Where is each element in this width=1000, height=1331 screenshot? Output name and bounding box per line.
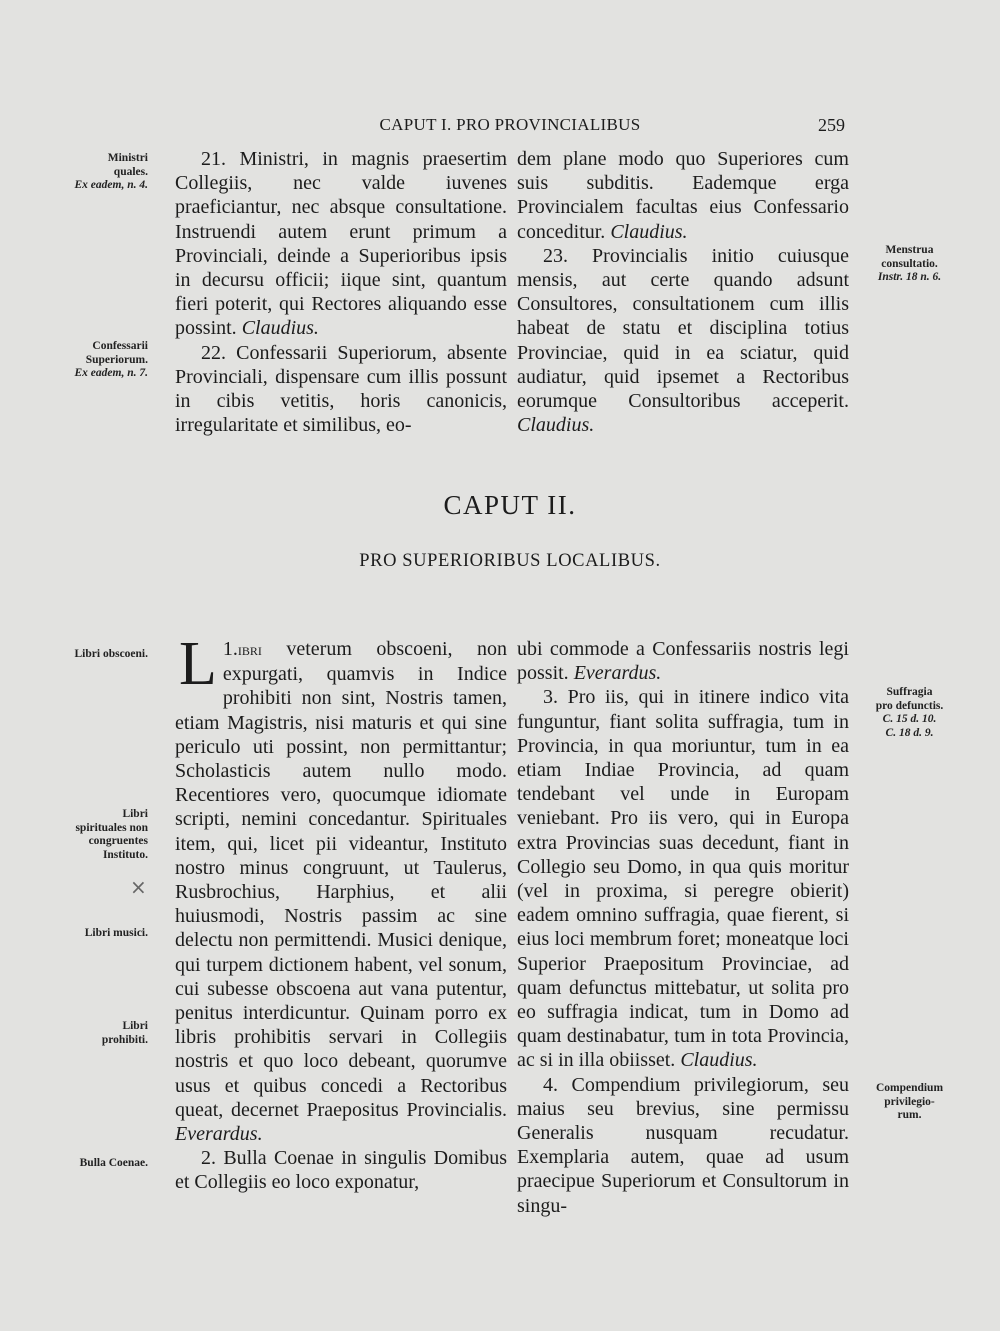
paragraph-23: [517, 244, 849, 438]
margin-note-line: Menstrua: [885, 244, 934, 256]
signature: Everardus.: [573, 662, 662, 685]
margin-note-menstrua: [862, 244, 957, 285]
paragraph-22-cont: [517, 147, 849, 244]
chapter-title: CAPUT II.: [443, 490, 577, 520]
chapter-subtitle: PRO SUPERIORIBUS LOCALIBUS.: [359, 551, 661, 571]
margin-note-line: Superiorum.: [85, 353, 148, 366]
margin-note-line: privilegio-: [884, 1095, 935, 1108]
margin-note-line: Instituto.: [102, 848, 148, 861]
margin-note-line: Libri: [122, 808, 148, 820]
signature: Claudius.: [241, 317, 319, 340]
margin-note-line: Suffragia: [886, 686, 933, 698]
margin-note-line: Bulla Coenae.: [79, 1157, 148, 1169]
margin-note-line: spirituales non: [75, 821, 148, 834]
margin-note-line: congruentes: [88, 835, 148, 847]
paragraph-2: 2. Bulla Coenae in singulis Domibus et Collegiis eo loco exponatur,: [175, 1147, 507, 1194]
margin-note-line: Libri musici.: [84, 927, 148, 939]
margin-note-prohibiti: [48, 1020, 148, 1047]
margin-note-bulla: [48, 1157, 148, 1171]
margin-note-suffragia: [862, 686, 957, 740]
pencil-cross-mark: ×: [130, 875, 147, 899]
margin-note-reference: Ex eadem, n. 7.: [74, 367, 148, 379]
paragraph-22: 22. Confessarii Superiorum, absente Provinciali, dispensare cum illis possunt in cibis vetitis, horis canonicis, irregularitate et similibus, eo-: [175, 341, 507, 437]
signature: Claudius.: [517, 414, 595, 437]
margin-note-line: prohibiti.: [101, 1033, 148, 1046]
margin-note-confessarii: [48, 340, 148, 381]
paragraph-21: [175, 147, 507, 341]
margin-note-compendium: [862, 1082, 957, 1123]
margin-note-spirituales: [48, 808, 148, 862]
running-title: CAPUT I. PRO PROVINCIALIBUS: [379, 115, 641, 134]
column-left-top: [175, 147, 507, 437]
paragraph-text: ubi commode a Confessariis nostris legi possit.: [517, 638, 849, 685]
paragraph-text: 21. Ministri, in magnis praesertim Collegiis, nec valde iuvenes praeficiantur, nec absque consultatione. Instruendi autem erunt primum a Provinciali, deinde a Superioribus ipsis in decursu officii; iique sint, quantum fieri poterit, qui Rectores aliquando esse possint.: [175, 148, 507, 340]
column-right-bottom: [517, 637, 849, 1218]
page-number: 259: [818, 115, 845, 135]
margin-note-line: Ministri: [107, 152, 148, 164]
signature: Everardus.: [175, 1123, 263, 1146]
paragraph-text: 3. Pro iis, qui in itinere indico vita funguntur, fiant solita suffragia, tum in Provincia, in qua moriuntur, tum in ea etiam Indiae Provincia, ad quam tendebant vel unde in Europam veniebant. Pro iis vero, qui in Europa extra Provincias suas decedunt, fiant in Collegio seu Domo, in qua quis moritur (vel in proxima, si peregre obierit) eadem omnino suffragia, quae fierent, si eius loci membrum foret; moneatque loci Superior Praepositum Provinciae, ad quam defunctus mittebatur, ut solita pro eo suffragia indicat, tum in Domo ad quam destinabatur, tum in tota Provincia, ac si in illa obiisset.: [517, 686, 849, 1072]
signature: Claudius.: [680, 1049, 758, 1072]
margin-note-line: Libri: [122, 1020, 148, 1032]
margin-note-reference: Ex eadem, n. 4.: [74, 179, 148, 191]
small-caps-word: ibri: [237, 640, 262, 659]
paragraph-number: 1.: [222, 638, 238, 660]
margin-note-ministri: [48, 152, 148, 193]
margin-note-reference: C. 18 d. 9.: [885, 726, 934, 739]
margin-note-reference: Instr. 18 n. 6.: [877, 271, 942, 283]
paragraph-4: 4. Compendium privilegiorum, seu maius seu brevius, sine permissu Generalis nusquam recudatur. Exemplaria autem, quae ad usum praecipue Superiorum et Consultorum in singu-: [517, 1073, 849, 1217]
margin-note-line: Compendium: [875, 1082, 944, 1094]
running-header: [175, 115, 845, 141]
paragraph-3: [517, 685, 849, 1072]
column-left-bottom: [175, 630, 507, 1195]
margin-note-musici: [48, 927, 148, 941]
drop-cap: L: [179, 630, 217, 698]
signature: Claudius.: [610, 220, 688, 243]
paragraph-1: [175, 630, 507, 1146]
margin-note-line: Confessarii: [92, 340, 148, 352]
paragraph-text: dem plane modo quo Superiores cum suis subditis. Eademque erga Provincialem facultas eius Confessario conceditur.: [517, 148, 849, 243]
paragraph-text: veterum obscoeni, non expurgati, quamvis in Indice prohibiti non sint, Nostris tamen, etiam Magistris, nisi maturis et qui sine periculo uti possint, non permittantur; Scholasticis autem nullo modo. Recentiores vero, quocumque idiomate scripti, nemini concedantur. Spirituales item, qui, licet pii videantur, Instituto nostro minus congruunt, ut Taulerus, Rusbrochius, Harphius, et alii huiusmodi, Nostris passim ac sine delectu non permittendi. Musici denique, qui turpem dictionem habent, vel sonum, cui subesse obscoena aut vana putentur, penitus interdicuntur. Quinam porro ex libris prohibitis servari in Collegiis nostris et quo loco debeant, quorumve usus et quibus concedi a Rectoribus queat, decernet Praepositus Provincialis.: [175, 638, 507, 1121]
margin-note-line: consultatio.: [881, 257, 938, 270]
margin-note-line: quales.: [113, 165, 148, 178]
paragraph-text: 23. Provincialis initio cuiusque mensis, aut certe quando adsunt Consultores, consultationem cum illis habeat de statu et disciplina totius Provinciae, quid in ea sciatur, quid audiatur, quid ipsemet a Rectoribus eorumque Consultoribus acceperit.: [517, 244, 849, 413]
margin-note-line: Libri obscoeni.: [74, 648, 148, 660]
margin-note-obscoeni: [48, 648, 148, 662]
margin-note-reference: C. 15 d. 10.: [882, 713, 937, 725]
margin-note-line: pro defunctis.: [875, 699, 944, 712]
column-right-top: [517, 147, 849, 437]
margin-note-line: rum.: [897, 1109, 922, 1121]
paragraph-2-cont: [517, 637, 849, 685]
